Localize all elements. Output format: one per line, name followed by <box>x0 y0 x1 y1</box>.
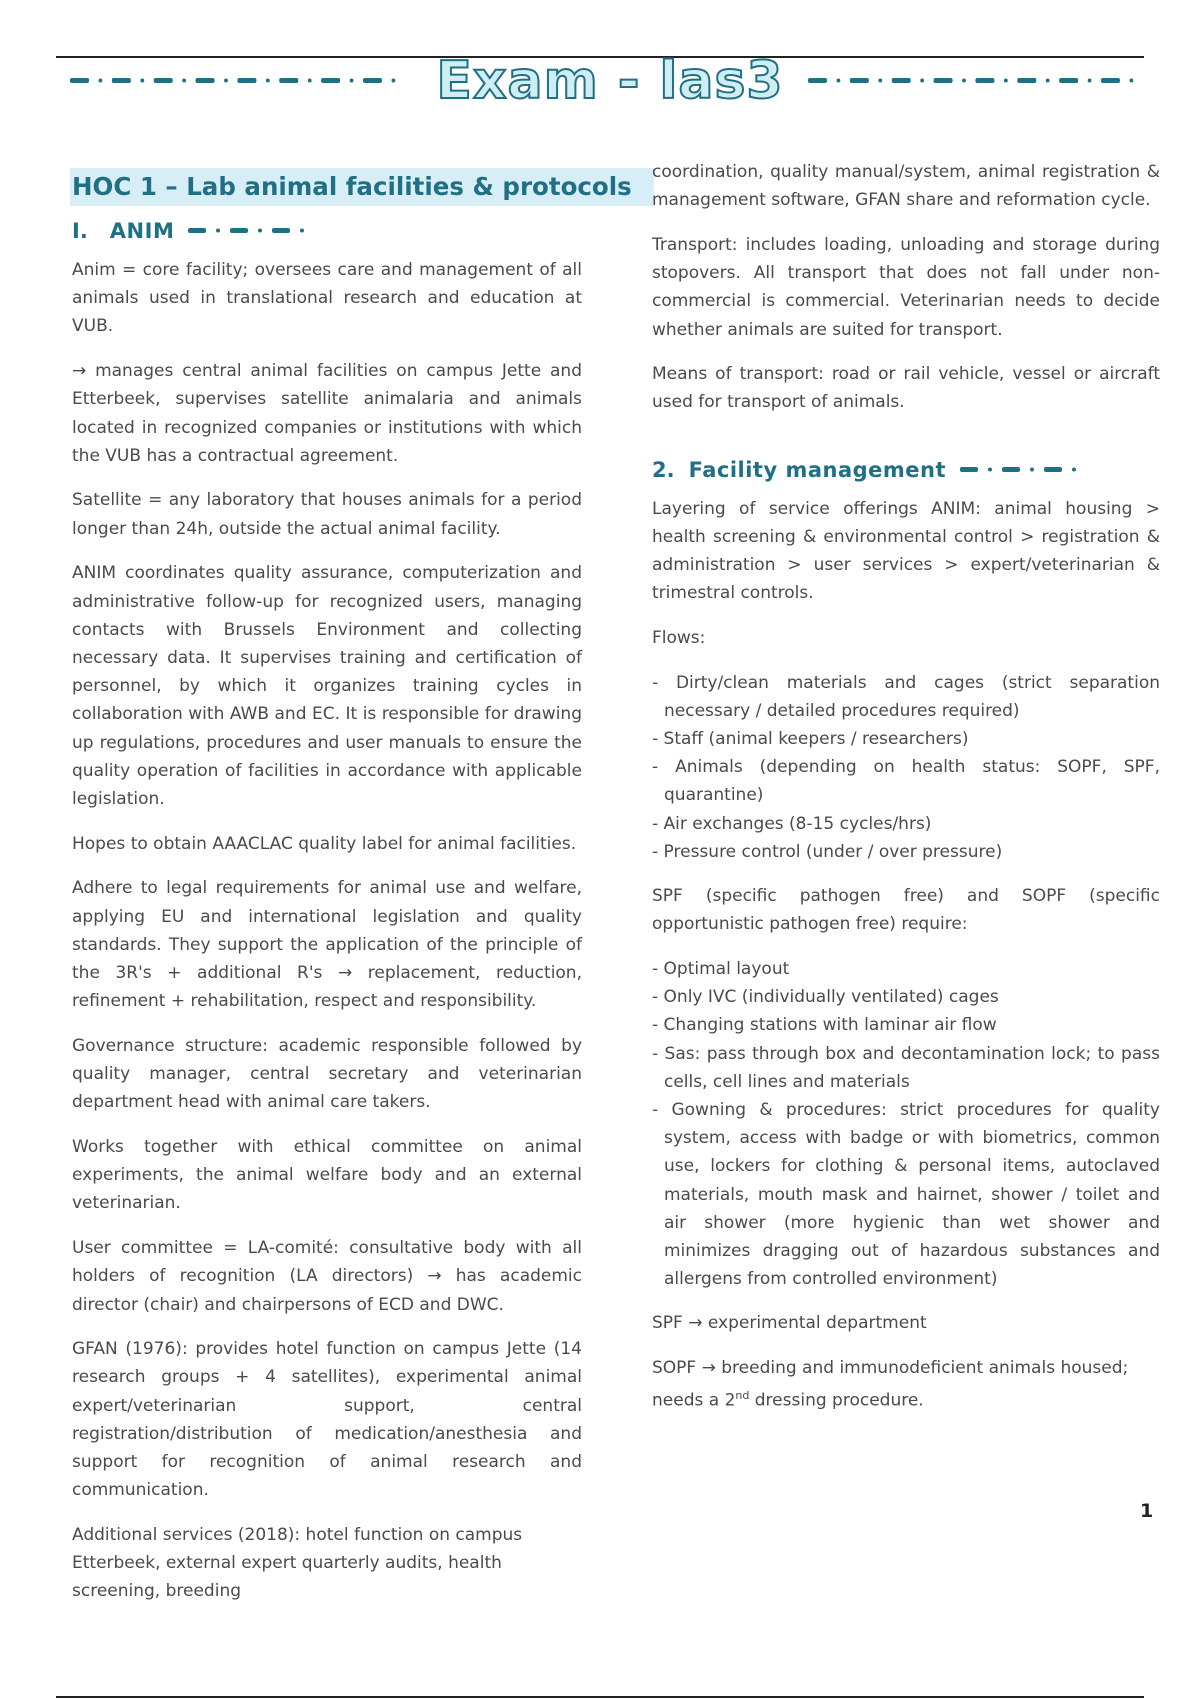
section1-paragraph: → manages central animal facilities on campus Jette and Etterbeek, supervises satellite animalaria and animals located in recognized companies or institutions with which the VUB has a contractual agreement. <box>72 361 582 466</box>
bottom-rule <box>56 1696 1144 1698</box>
list-item: - Pressure control (under / over pressure) <box>652 838 1160 866</box>
section1-paragraph: Works together with ethical committee on animal experiments, the animal welfare body and an external veterinarian. <box>72 1136 582 1214</box>
flows-list <box>652 669 1160 866</box>
section1-paragraph: Adhere to legal requirements for animal use and welfare, applying EU and international legislation and quality standards. They support the application of the principle of the 3R's + additional R's → replacement, reduction, refinement + rehabilitation, respect and responsibility. <box>72 878 582 1012</box>
list-item: - Changing stations with laminar air flow <box>652 1011 1160 1039</box>
sopf-note-text: SOPF → breeding and immunodeficient animals housed; needs a 2 <box>652 1358 1129 1411</box>
section1-paragraph: GFAN (1976): provides hotel function on campus Jette (14 research groups + 4 satellites), experimental animal expert/veterinarian support, central registration/distribution of medication/anesthesia and support for recognition of animal research and communication. <box>72 1339 582 1501</box>
section2-heading <box>652 455 1160 485</box>
left-column <box>72 160 632 1622</box>
spf-note: SPF → experimental department <box>652 1313 927 1334</box>
flows-label: Flows: <box>652 627 706 648</box>
section1-heading <box>72 216 582 246</box>
list-item: - Optimal layout <box>652 955 1160 983</box>
hoc1-heading: HOC 1 – Lab animal facilities & protocols <box>70 168 654 206</box>
section2-dash-decoration <box>960 467 1110 473</box>
section1-number: I. <box>72 219 88 243</box>
list-item: - Animals (depending on health status: SOPF, SPF, quarantine) <box>652 753 1160 809</box>
section1-dash-decoration <box>188 228 338 234</box>
section1-paragraph: User committee = LA-comité: consultative body with all holders of recognition (LA directors) → has academic director (chair) and chairpersons of ECD and DWC. <box>72 1238 582 1315</box>
page-title: Exam - las3 <box>436 51 784 111</box>
section1-paragraph: Additional services (2018): hotel function on campus Etterbeek, external expert quarterly audits, health screening, breeding <box>72 1524 523 1602</box>
section1-paragraph: Anim = core facility; oversees care and management of all animals used in translational research and education at VUB. <box>72 260 582 337</box>
right-paragraph: Transport: includes loading, unloading and storage during stopovers. All transport that does not fall under non-commercial is commercial. Veterinarian needs to decide whether animals are suited for transport. <box>652 234 1160 340</box>
list-item: - Only IVC (individually ventilated) cages <box>652 983 1160 1011</box>
section1-paragraph: Governance structure: academic responsible followed by quality manager, central secretary and veterinarian department head with animal care takers. <box>72 1035 582 1113</box>
section1-title: ANIM <box>109 219 175 243</box>
right-paragraph: coordination, quality manual/system, animal registration & management software, GFAN share and reformation cycle. <box>652 162 1160 211</box>
right-paragraph: Means of transport: road or rail vehicle, vessel or aircraft used for transport of animals. <box>652 364 1160 413</box>
sopf-note <box>652 1354 1160 1415</box>
spf-intro: SPF (specific pathogen free) and SOPF (specific opportunistic pathogen free) require: <box>652 886 1160 935</box>
page-header <box>70 50 1150 112</box>
header-dash-left <box>70 78 412 84</box>
list-item: - Gowning & procedures: strict procedures for quality system, access with badge or with biometrics, common use, lockers for clothing & personal items, autoclaved materials, mouth mask and hairnet, shower / toilet and air shower (more hygienic than wet shower and minimizes dragging out of hazardous substances and allergens from controlled environment) <box>652 1096 1160 1293</box>
sopf-note-text-end: dressing procedure. <box>749 1390 924 1411</box>
sopf-note-superscript: nd <box>735 1389 750 1403</box>
requirements-list <box>652 955 1160 1293</box>
page-number: 1 <box>1140 1500 1154 1522</box>
section1-paragraph: Satellite = any laboratory that houses animals for a period longer than 24h, outside the actual animal facility. <box>72 490 582 539</box>
layering-paragraph: Layering of service offerings ANIM: animal housing > health screening & environmental control > registration & administration > user services > expert/veterinarian & trimestral controls. <box>652 498 1160 604</box>
right-column <box>652 158 1160 1432</box>
list-item: - Sas: pass through box and decontamination lock; to pass cells, cell lines and materials <box>652 1040 1160 1096</box>
list-item: - Air exchanges (8-15 cycles/hrs) <box>652 810 1160 838</box>
section1-paragraph: ANIM coordinates quality assurance, computerization and administrative follow-up for recognized users, managing contacts with Brussels Environment and collecting necessary data. It supervises training and certification of personnel, by which it organizes training cycles in collaboration with AWB and EC. It is responsible for drawing up regulations, procedures and user manuals to ensure the quality operation of facilities in accordance with applicable legislation. <box>72 563 582 809</box>
section2-title: Facility management <box>688 457 947 482</box>
list-item: - Staff (animal keepers / researchers) <box>652 725 1160 753</box>
section1-paragraph: Hopes to obtain AAACLAC quality label for animal facilities. <box>72 833 577 854</box>
header-dash-right <box>808 78 1150 84</box>
section2-number: 2. <box>652 457 675 482</box>
list-item: - Dirty/clean materials and cages (strict separation necessary / detailed procedures required) <box>652 669 1160 725</box>
